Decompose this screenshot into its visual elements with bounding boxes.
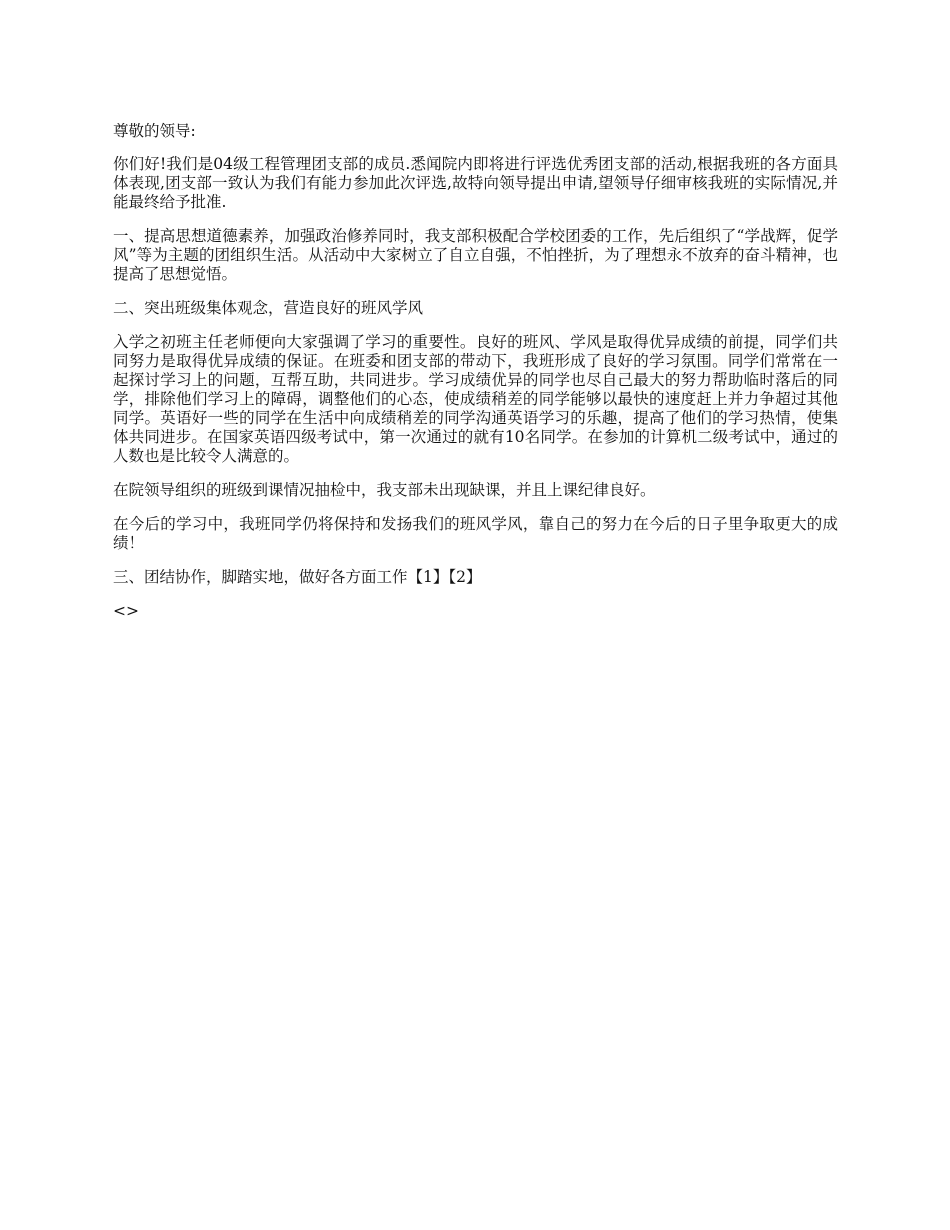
- paragraph-future: 在今后的学习中，我班同学仍将保持和发扬我们的班风学风，靠自己的努力在今后的日子里争取更大的成绩！: [113, 515, 838, 552]
- section-two-heading: 二、突出班级集体观念，营造良好的班风学风: [113, 299, 424, 317]
- paragraph-greeting: 你们好!我们是04级工程管理团支部的成员.悉闻院内即将进行评选优秀团支部的活动,根据我班的各方面具体表现,团支部一致认为我们有能力参加此次评选,故特向领导提出申请,望领导仔细审核我班的实际情况,并能最终给予批准.: [113, 155, 838, 211]
- paragraph-study-atmosphere: 入学之初班主任老师便向大家强调了学习的重要性。良好的班风、学风是取得优异成绩的前提，同学们共同努力是取得优异成绩的保证。在班委和团支部的带动下，我班形成了良好的学习氛围。同学们常常在一起探讨学习上的问题，互帮互助，共同进步。学习成绩优异的同学也尽自己最大的努力帮助临时落后的同学，排除他们学习上的障碍，调整他们的心态，使成绩稍差的同学能够以最快的速度赶上并力争超过其他同学。英语好一些的同学在生活中向成绩稍差的同学沟通英语学习的乐趣，提高了他们的学习热情，使集体共同进步。在国家英语四级考试中，第一次通过的就有10名同学。在参加的计算机二级考试中，通过的人数也是比较令人满意的。: [113, 333, 838, 465]
- salutation: 尊敬的领导:: [113, 122, 196, 140]
- document-body: [113, 122, 838, 636]
- paragraph-section-one: 一、提高思想道德素养，加强政治修养同时，我支部积极配合学校团委的工作，先后组织了“学战辉，促学风”等为主题的团组织生活。从活动中大家树立了自立自强，不怕挫折，为了理想永不放弃的奋斗精神，也提高了思想觉悟。: [113, 227, 838, 283]
- section-three-heading: 三、团结协作，脚踏实地，做好各方面工作【1】【2】: [113, 568, 482, 586]
- paragraph-attendance: 在院领导组织的班级到课情况抽检中，我支部未出现缺课，并且上课纪律良好。: [113, 481, 656, 499]
- trailer-mark: <>: [113, 602, 139, 620]
